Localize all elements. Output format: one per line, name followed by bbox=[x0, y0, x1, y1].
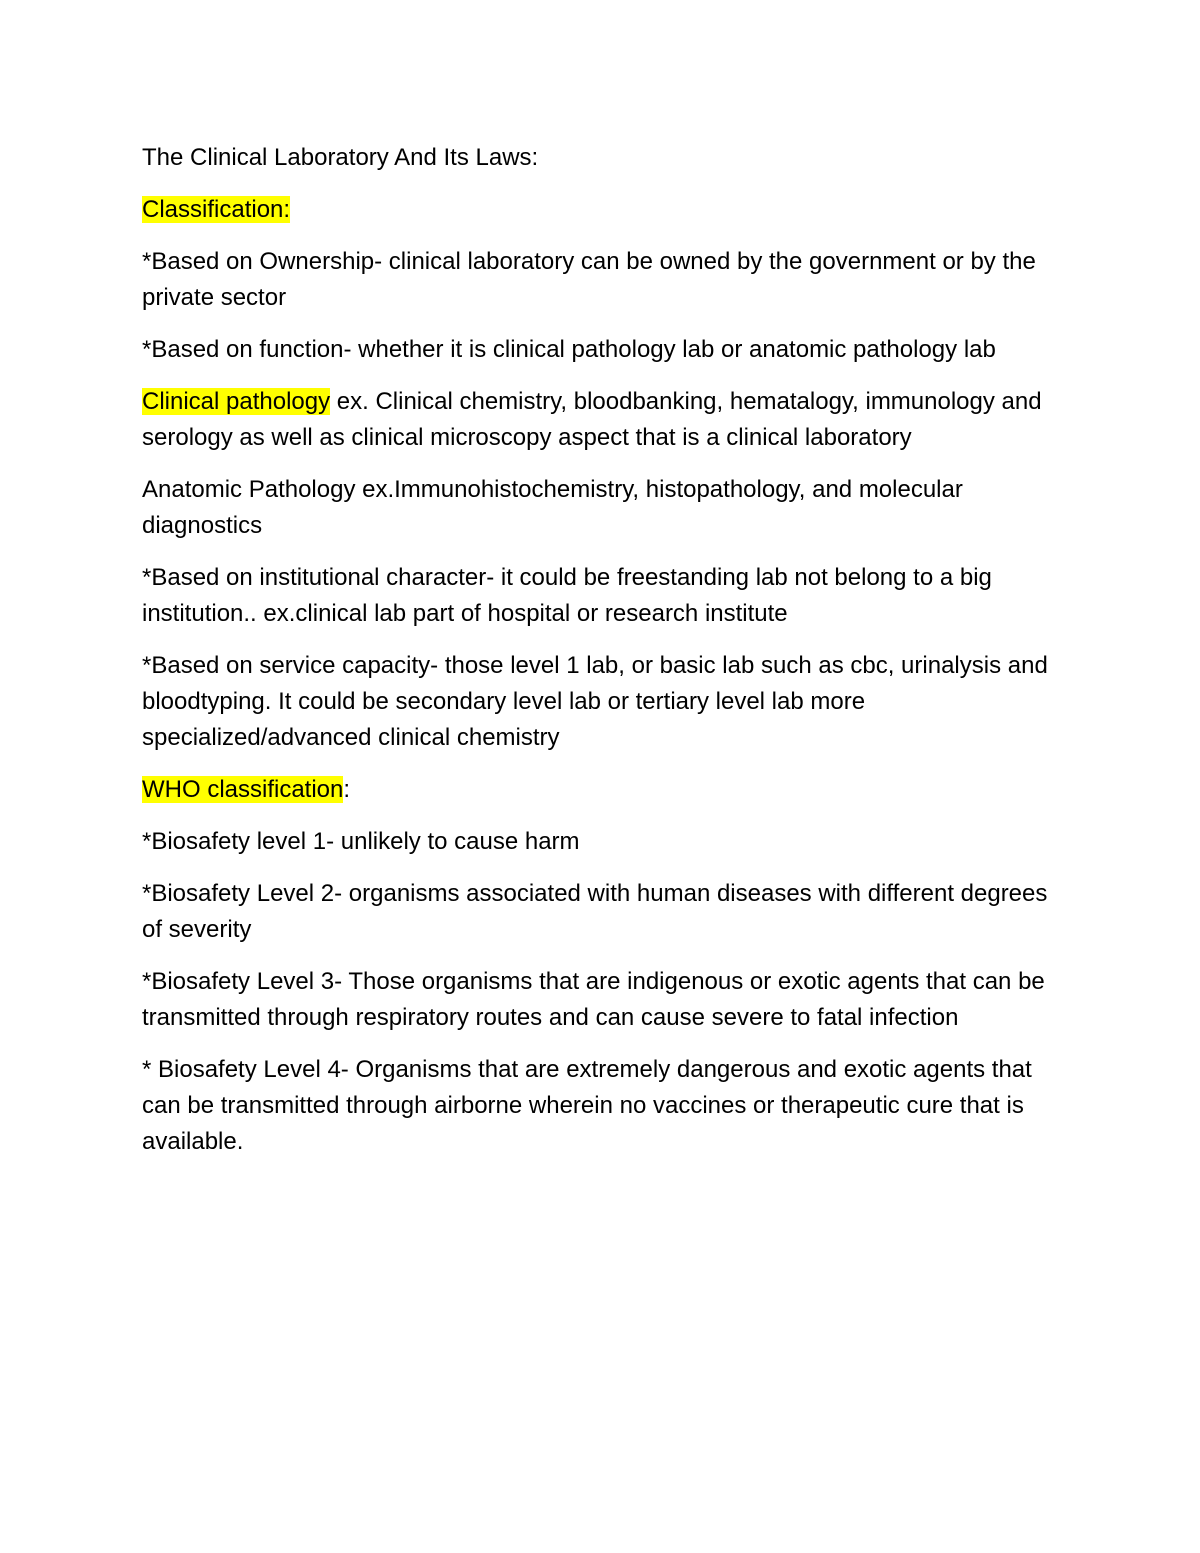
clinical-pathology-text: ex. Clinical chemistry, bloodbanking, hematalogy, immunology and serology as well as clinical microscopy aspect that is a clinical laboratory bbox=[142, 388, 1042, 451]
service-capacity-paragraph: *Based on service capacity- those level 1 lab, or basic lab such as cbc, urinalysis and bloodtyping. It could be secondary level lab or tertiary level lab more specialized/advanced clinical chemistry bbox=[142, 652, 1048, 751]
biosafety-level-1: *Biosafety level 1- unlikely to cause harm bbox=[142, 828, 580, 855]
document-title: The Clinical Laboratory And Its Laws: bbox=[142, 144, 539, 171]
ownership-paragraph: *Based on Ownership- clinical laboratory can be owned by the government or by the private sector bbox=[142, 248, 1036, 311]
clinical-pathology-paragraph bbox=[142, 384, 1072, 456]
classification-heading bbox=[142, 192, 1072, 228]
who-classification-colon: : bbox=[343, 776, 351, 803]
biosafety-level-3: *Biosafety Level 3- Those organisms that are indigenous or exotic agents that can be transmitted through respiratory routes and can cause severe to fatal infection bbox=[142, 968, 1045, 1031]
classification-heading-highlight: Classification: bbox=[142, 196, 291, 223]
who-classification-heading bbox=[142, 772, 1072, 808]
biosafety-level-2: *Biosafety Level 2- organisms associated with human diseases with different degrees of severity bbox=[142, 880, 1048, 943]
document-body bbox=[142, 140, 1072, 1176]
function-paragraph: *Based on function- whether it is clinical pathology lab or anatomic pathology lab bbox=[142, 336, 996, 363]
clinical-pathology-label: Clinical pathology bbox=[142, 388, 331, 415]
biosafety-level-4: * Biosafety Level 4- Organisms that are extremely dangerous and exotic agents that can be transmitted through airborne wherein no vaccines or therapeutic cure that is available. bbox=[142, 1056, 1032, 1155]
anatomic-pathology-paragraph: Anatomic Pathology ex.Immunohistochemistry, histopathology, and molecular diagnostics bbox=[142, 476, 963, 539]
who-classification-highlight: WHO classification bbox=[142, 776, 344, 803]
institutional-paragraph: *Based on institutional character- it could be freestanding lab not belong to a big institution.. ex.clinical lab part of hospital or research institute bbox=[142, 564, 992, 627]
